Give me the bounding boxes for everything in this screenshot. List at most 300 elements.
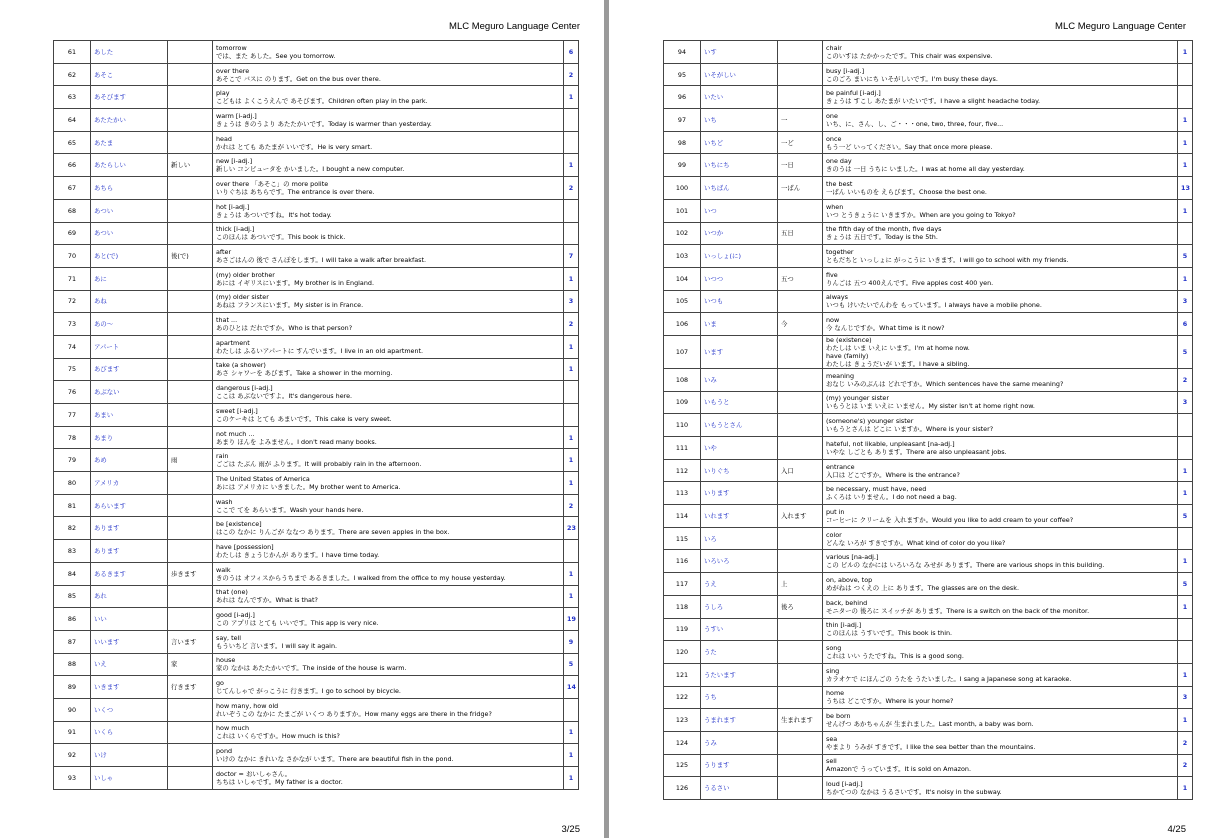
entry-definition <box>213 222 564 245</box>
entry-meaning: one <box>826 111 838 120</box>
entry-definition <box>213 721 564 744</box>
entry-meaning: wash <box>216 497 233 506</box>
entry-definition <box>213 449 564 472</box>
entry-meaning: hot [i-adj.] <box>216 202 250 211</box>
entry-word: いちにち <box>701 154 778 177</box>
entry-count <box>564 109 579 132</box>
entry-example: れいぞうこの なかに たまごが いくつ ありますか。How many eggs are there in the fridge? <box>216 709 492 718</box>
entry-count: 1 <box>564 721 579 744</box>
entry-word: いま <box>701 313 778 336</box>
entry-kanji <box>168 267 213 290</box>
entry-kanji <box>168 426 213 449</box>
entry-number: 77 <box>54 404 91 427</box>
entry-example: あのひとは だれですか。Who is that person? <box>216 324 353 333</box>
table-row <box>54 744 579 767</box>
entry-count <box>1178 437 1193 460</box>
entry-count: 1 <box>1178 459 1193 482</box>
entry-kanji: 一日 <box>778 154 823 177</box>
table-row <box>54 630 579 653</box>
entry-example: あねは フランスにいます。My sister is in France. <box>216 301 364 310</box>
entry-number: 69 <box>54 222 91 245</box>
entry-example: いち、に、さん、し、ご・・・one, two, three, four, five... <box>826 119 1004 128</box>
entry-word: あめ <box>91 449 168 472</box>
entry-meaning: be born <box>826 712 851 721</box>
entry-meaning: one day <box>826 157 852 166</box>
entry-example: この ビルの なかには いろいろな みせが あります。There are various shops in this building. <box>826 561 1105 570</box>
entry-example: いもうとさんは どこに いますか。Where is your sister? <box>826 425 994 434</box>
entry-definition <box>823 86 1178 109</box>
entry-number: 118 <box>664 595 701 618</box>
entry-count: 1 <box>1178 709 1193 732</box>
entry-kanji: 歩きます <box>168 562 213 585</box>
entry-number: 123 <box>664 709 701 732</box>
entry-number: 64 <box>54 109 91 132</box>
entry-meaning: how many, how old <box>216 701 279 710</box>
entry-kanji <box>168 517 213 540</box>
entry-example: あには イギリスにいます。My brother is in England. <box>216 278 374 287</box>
entry-kanji <box>168 199 213 222</box>
table-row <box>54 109 579 132</box>
entry-count <box>1178 86 1193 109</box>
table-row <box>664 686 1193 709</box>
entry-kanji <box>778 686 823 709</box>
entry-count: 1 <box>1178 41 1193 64</box>
table-row <box>664 414 1193 437</box>
entry-word: うち <box>701 686 778 709</box>
entry-meaning: on, above, top <box>826 575 873 584</box>
table-row <box>664 41 1193 64</box>
entry-number: 90 <box>54 698 91 721</box>
table-row <box>664 199 1193 222</box>
entry-definition <box>823 177 1178 200</box>
entry-count: 1 <box>1178 154 1193 177</box>
entry-definition <box>823 527 1178 550</box>
entry-count: 7 <box>564 245 579 268</box>
entry-definition <box>213 199 564 222</box>
entry-kanji: 家 <box>168 653 213 676</box>
entry-meaning: hateful, not likable, unpleasant [na-adj.] <box>826 439 955 448</box>
entry-meaning: color <box>826 530 842 539</box>
entry-meaning: thin [i-adj.] <box>826 621 862 630</box>
entry-example: りんごは 五つ 400えんです。Five apples cost 400 yen. <box>826 278 994 287</box>
entry-definition <box>823 459 1178 482</box>
entry-number: 91 <box>54 721 91 744</box>
entry-kanji <box>778 63 823 86</box>
entry-number: 120 <box>664 641 701 664</box>
table-row <box>54 154 579 177</box>
entry-example: どんな いろが すきですか。What kind of color do you like? <box>826 538 1006 547</box>
table-row <box>54 131 579 154</box>
entry-meaning: once <box>826 134 842 143</box>
entry-number: 100 <box>664 177 701 200</box>
table-row <box>54 177 579 200</box>
entry-number: 126 <box>664 777 701 800</box>
entry-example: きょうは 五日です。Today is the 5th. <box>826 233 938 242</box>
entry-count <box>564 381 579 404</box>
entry-number: 116 <box>664 550 701 573</box>
entry-word: うります <box>701 754 778 777</box>
entry-count: 23 <box>564 517 579 540</box>
entry-word: あたらしい <box>91 154 168 177</box>
entry-count: 1 <box>1178 595 1193 618</box>
entry-kanji: 新しい <box>168 154 213 177</box>
entry-meaning: new [i-adj.] <box>216 157 253 166</box>
entry-number: 99 <box>664 154 701 177</box>
table-row <box>664 86 1193 109</box>
entry-example: きょうは すこし あたまが いたいです。I have a slight headache today. <box>826 97 1041 106</box>
entry-number: 111 <box>664 437 701 460</box>
entry-meaning: thick [i-adj.] <box>216 225 255 234</box>
table-row <box>664 177 1193 200</box>
table-row <box>54 767 579 790</box>
entry-example: あまり ほんを よみません。I don't read many books. <box>216 437 377 446</box>
entry-definition <box>823 641 1178 664</box>
entry-meaning: be necessary, must have, need <box>826 485 927 494</box>
entry-kanji <box>778 199 823 222</box>
entry-definition <box>823 595 1178 618</box>
table-row <box>664 131 1193 154</box>
entry-count: 2 <box>564 63 579 86</box>
entry-definition <box>823 199 1178 222</box>
entry-definition <box>213 290 564 313</box>
entry-definition <box>823 267 1178 290</box>
table-row <box>664 595 1193 618</box>
entry-word: います <box>701 335 778 368</box>
entry-word: いい <box>91 608 168 631</box>
entry-number: 82 <box>54 517 91 540</box>
entry-count: 3 <box>1178 290 1193 313</box>
entry-number: 109 <box>664 391 701 414</box>
entry-kanji: 後(で) <box>168 245 213 268</box>
table-row <box>54 222 579 245</box>
entry-meaning: sell <box>826 757 837 766</box>
table-row <box>54 517 579 540</box>
entry-definition <box>213 653 564 676</box>
table-row <box>664 222 1193 245</box>
entry-example: 今 なんじですか。What time is it now? <box>826 324 945 333</box>
entry-word: いもうと <box>701 391 778 414</box>
entry-kanji: 雨 <box>168 449 213 472</box>
entry-meaning: always <box>826 293 848 302</box>
entry-example: これは いい うたですね。This is a good song. <box>826 652 964 661</box>
entry-count: 1 <box>564 267 579 290</box>
entry-word: いちど <box>701 131 778 154</box>
entry-word: いもうとさん <box>701 414 778 437</box>
entry-example: このごろ まいにち いそがしいです。I'm busy these days. <box>826 74 998 83</box>
entry-count <box>564 404 579 427</box>
entry-kanji <box>778 663 823 686</box>
entry-kanji <box>778 414 823 437</box>
entry-definition <box>823 63 1178 86</box>
entry-count: 1 <box>564 86 579 109</box>
table-row <box>664 505 1193 528</box>
entry-word: いいます <box>91 630 168 653</box>
table-row <box>664 63 1193 86</box>
entry-count: 1 <box>1178 199 1193 222</box>
table-row <box>664 641 1193 664</box>
table-row <box>54 313 579 336</box>
entry-meaning: home <box>826 689 845 698</box>
entry-meaning: pond <box>216 747 233 756</box>
entry-word: いたい <box>701 86 778 109</box>
table-row <box>664 663 1193 686</box>
entry-number: 113 <box>664 482 701 505</box>
table-row <box>664 154 1193 177</box>
entry-word: あぶない <box>91 381 168 404</box>
entry-kanji: 言います <box>168 630 213 653</box>
entry-example: はこの なかに りんごが ななつ あります。There are seven apples in the box. <box>216 528 450 537</box>
entry-example: これは いくらですか。How much is this? <box>216 732 340 741</box>
entry-example: ふくろは いりません。I do not need a bag. <box>826 493 957 502</box>
table-row <box>664 459 1193 482</box>
entry-example: あれは なんですか。What is that? <box>216 596 318 605</box>
entry-count: 3 <box>1178 686 1193 709</box>
entry-kanji <box>778 335 823 368</box>
table-row <box>54 472 579 495</box>
entry-example: あそこで バスに のります。Get on the bus over there. <box>216 74 381 83</box>
entry-number: 63 <box>54 86 91 109</box>
entry-example: きょうは きのうより あたたかいです。Today is warmer than yesterday. <box>216 119 432 128</box>
entry-number: 84 <box>54 562 91 585</box>
table-row <box>664 313 1193 336</box>
entry-count: 2 <box>564 313 579 336</box>
table-row <box>664 267 1193 290</box>
entry-kanji: 一ばん <box>778 177 823 200</box>
entry-example: ごごは たぶん 雨が ふります。It will probably rain in the afternoon. <box>216 460 422 469</box>
entry-meaning: head <box>216 134 232 143</box>
entry-word: アパート <box>91 335 168 358</box>
entry-number: 72 <box>54 290 91 313</box>
entry-meaning: apartment <box>216 338 250 347</box>
table-row <box>54 358 579 381</box>
entry-word: うた <box>701 641 778 664</box>
entry-word: いくら <box>91 721 168 744</box>
entry-definition <box>823 109 1178 132</box>
entry-kanji: 五つ <box>778 267 823 290</box>
entry-count <box>1178 222 1193 245</box>
entry-meaning: warm [i-adj.] <box>216 111 257 120</box>
entry-count: 5 <box>1178 245 1193 268</box>
entry-meaning: after <box>216 248 232 257</box>
entry-word: あの～ <box>91 313 168 336</box>
entry-number: 95 <box>664 63 701 86</box>
entry-example: 新しい コンピュータを かいました。I bought a new computer. <box>216 165 405 174</box>
entry-meaning: busy [i-adj.] <box>826 66 865 75</box>
table-row <box>664 368 1193 391</box>
entry-example: せんげつ あかちゃんが 生まれました。Last month, a baby was born. <box>826 720 1034 729</box>
entry-number: 87 <box>54 630 91 653</box>
entry-kanji <box>778 245 823 268</box>
entry-meaning: loud [i-adj.] <box>826 780 863 789</box>
table-row <box>54 608 579 631</box>
entry-word: いつか <box>701 222 778 245</box>
entry-word: あそびます <box>91 86 168 109</box>
entry-definition <box>213 494 564 517</box>
entry-number: 103 <box>664 245 701 268</box>
entry-example: ここで てを あらいます。Wash your hands here. <box>216 505 364 514</box>
table-row <box>664 777 1193 800</box>
entry-number: 92 <box>54 744 91 767</box>
entry-word: いちばん <box>701 177 778 200</box>
entry-kanji <box>168 767 213 790</box>
entry-kanji <box>168 313 213 336</box>
entry-meaning: song <box>826 644 842 653</box>
table-row <box>664 437 1193 460</box>
entry-number: 105 <box>664 290 701 313</box>
entry-number: 119 <box>664 618 701 641</box>
entry-word: あたま <box>91 131 168 154</box>
entry-meaning: chair <box>826 43 842 52</box>
entry-example: ちちは いしゃです。My father is a doctor. <box>216 777 343 786</box>
entry-number: 81 <box>54 494 91 517</box>
entry-kanji <box>168 540 213 563</box>
entry-example: じてんしゃで がっこうに 行きます。I go to school by bicycle. <box>216 687 401 696</box>
entry-example: Amazonで うっています。It is sold on Amazon. <box>826 765 971 774</box>
entry-definition <box>213 131 564 154</box>
document-page-right <box>609 0 1210 838</box>
entry-count: 1 <box>564 562 579 585</box>
page-number: 3/25 <box>561 824 580 835</box>
table-row <box>664 335 1193 368</box>
entry-word: いりぐち <box>701 459 778 482</box>
entry-definition <box>213 585 564 608</box>
entry-definition <box>823 41 1178 64</box>
entry-meaning: (my) older sister <box>216 293 269 302</box>
entry-word: あまり <box>91 426 168 449</box>
entry-number: 89 <box>54 676 91 699</box>
entry-count: 2 <box>1178 731 1193 754</box>
table-row <box>54 449 579 472</box>
entry-word: うまれます <box>701 709 778 732</box>
entry-kanji <box>778 641 823 664</box>
page-header: MLC Meguro Language Center <box>449 21 580 32</box>
entry-definition <box>213 177 564 200</box>
entry-kanji: 行きます <box>168 676 213 699</box>
entry-example: いつも けいたいでんわを もっています。I always have a mobile phone. <box>826 301 1042 310</box>
entry-meaning: tomorrow <box>216 43 247 52</box>
entry-example: この アプリは とても いいです。This app is very nice. <box>216 619 379 628</box>
entry-meaning: over there 「あそこ」の more polite <box>216 179 329 188</box>
entry-meaning: entrance <box>826 462 855 471</box>
entry-meaning: the best <box>826 179 853 188</box>
entry-count <box>564 222 579 245</box>
entry-meaning: (my) older brother <box>216 270 275 279</box>
table-row <box>54 267 579 290</box>
entry-definition <box>213 608 564 631</box>
entry-kanji <box>168 381 213 404</box>
entry-count: 1 <box>1178 777 1193 800</box>
entry-meaning: sweet [i-adj.] <box>216 406 258 415</box>
entry-definition <box>823 663 1178 686</box>
entry-meaning: meaning <box>826 371 855 380</box>
entry-definition <box>823 391 1178 414</box>
entry-example: めがねは つくえの 上に あります。The glasses are on the desk. <box>826 583 1019 592</box>
entry-meaning: walk <box>216 565 231 574</box>
entry-meaning: play <box>216 89 230 98</box>
entry-number: 73 <box>54 313 91 336</box>
entry-definition <box>213 109 564 132</box>
entry-number: 61 <box>54 41 91 64</box>
entry-kanji: 上 <box>778 573 823 596</box>
entry-meaning: put in <box>826 507 845 516</box>
entry-definition <box>213 245 564 268</box>
entry-meaning: The United States of America <box>216 474 310 483</box>
entry-kanji <box>168 86 213 109</box>
entry-count: 1 <box>1178 267 1193 290</box>
entry-count: 6 <box>564 41 579 64</box>
entry-number: 67 <box>54 177 91 200</box>
page-number: 4/25 <box>1167 824 1186 835</box>
entry-kanji: 五日 <box>778 222 823 245</box>
entry-number: 65 <box>54 131 91 154</box>
entry-count: 5 <box>564 653 579 676</box>
entry-example: あには アメリカに いきました。My brother went to America. <box>216 482 401 491</box>
entry-count: 5 <box>1178 573 1193 596</box>
entry-kanji <box>168 472 213 495</box>
entry-meaning: now <box>826 316 840 325</box>
entry-number: 104 <box>664 267 701 290</box>
entry-example: 入口は どこですか。Where is the entrance? <box>826 470 960 479</box>
entry-number: 71 <box>54 267 91 290</box>
entry-example: 家の なかは あたたかいです。The inside of the house is warm. <box>216 664 407 673</box>
entry-meaning: together <box>826 248 854 257</box>
entry-count: 1 <box>564 585 579 608</box>
entry-definition <box>213 517 564 540</box>
table-row <box>54 199 579 222</box>
entry-count: 1 <box>564 744 579 767</box>
table-row <box>54 290 579 313</box>
table-row <box>54 540 579 563</box>
entry-word: うたいます <box>701 663 778 686</box>
table-row <box>664 754 1193 777</box>
table-row <box>54 335 579 358</box>
entry-meaning: when <box>826 202 844 211</box>
entry-word: うすい <box>701 618 778 641</box>
entry-definition <box>823 222 1178 245</box>
entry-count: 1 <box>1178 550 1193 573</box>
entry-number: 125 <box>664 754 701 777</box>
entry-kanji <box>778 290 823 313</box>
table-row <box>54 63 579 86</box>
entry-definition <box>823 313 1178 336</box>
entry-meaning: be [existence] <box>216 520 262 529</box>
entry-kanji <box>168 131 213 154</box>
entry-count: 2 <box>1178 368 1193 391</box>
entry-kanji: 入れます <box>778 505 823 528</box>
entry-definition <box>823 618 1178 641</box>
entry-example: かれは とても あたまが いいです。He is very smart. <box>216 142 373 151</box>
entry-example: あさごはんの 後で さんぽをします。I will take a walk after breakfast. <box>216 256 427 265</box>
entry-number: 98 <box>664 131 701 154</box>
table-row <box>54 676 579 699</box>
entry-word: いります <box>701 482 778 505</box>
entry-count <box>1178 414 1193 437</box>
entry-kanji <box>778 41 823 64</box>
entry-count: 1 <box>564 335 579 358</box>
entry-number: 62 <box>54 63 91 86</box>
entry-example: あさ シャワーを あびます。Take a shower in the morning. <box>216 369 393 378</box>
entry-word: あります <box>91 540 168 563</box>
entry-example: おなじ いみのぶんは どれですか。Which sentences have the same meaning? <box>826 379 1064 388</box>
entry-definition <box>213 562 564 585</box>
entry-number: 94 <box>664 41 701 64</box>
entry-definition <box>823 131 1178 154</box>
entry-count <box>564 540 579 563</box>
entry-word: あれ <box>91 585 168 608</box>
entry-meaning: be painful [i-adj.] <box>826 89 881 98</box>
entry-definition <box>213 404 564 427</box>
entry-example: ここは あぶないですよ。It's dangerous here. <box>216 392 353 401</box>
